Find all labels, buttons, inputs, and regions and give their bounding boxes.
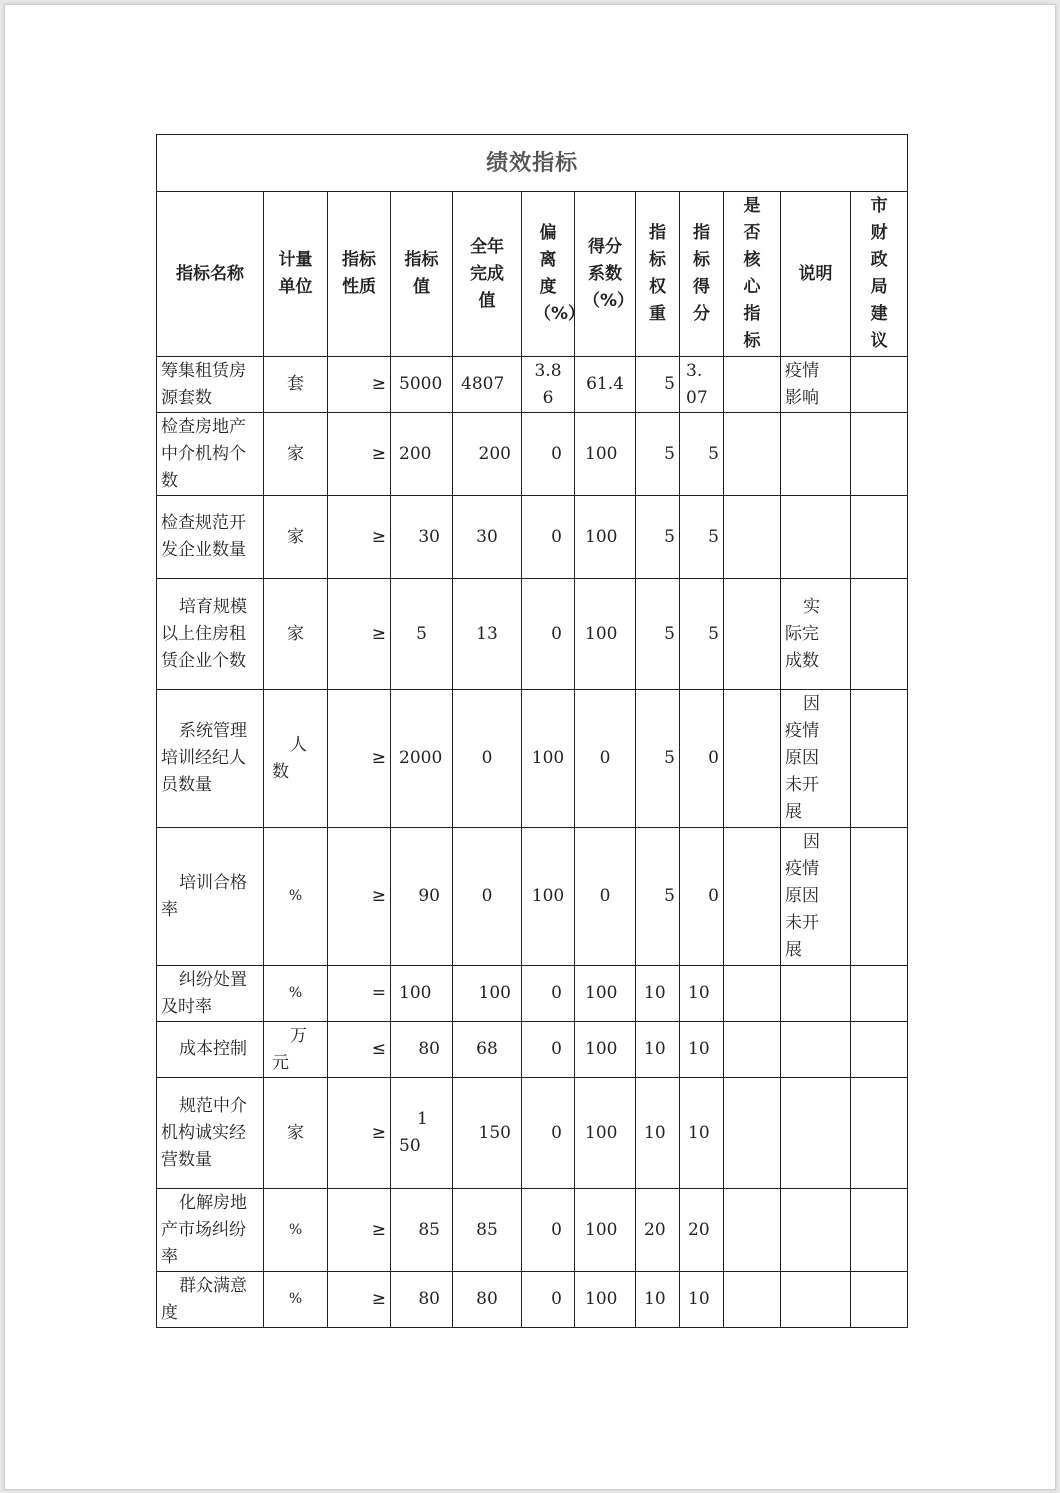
cell-desc	[781, 1022, 851, 1078]
cell-name: 化解房地产市场纠纷率	[157, 1189, 264, 1272]
cell-nature: ≥	[328, 828, 391, 966]
cell-value: 80	[391, 1022, 453, 1078]
cell-desc	[781, 413, 851, 496]
cell-name: 规范中介机构诚实经营数量	[157, 1078, 264, 1189]
header-score: 指标得分	[680, 192, 724, 357]
cell-weight: 5	[636, 357, 680, 413]
cell-weight: 10	[636, 1078, 680, 1189]
cell-core	[724, 1078, 781, 1189]
cell-value: 5	[391, 579, 453, 690]
cell-core	[724, 828, 781, 966]
header-desc: 说明	[781, 192, 851, 357]
cell-core	[724, 690, 781, 828]
cell-completed: 0	[453, 828, 522, 966]
table-row	[157, 966, 908, 1022]
cell-value: 200	[391, 413, 453, 496]
cell-score: 5	[680, 579, 724, 690]
cell-nature: ≥	[328, 413, 391, 496]
cell-coef: 61.4	[575, 357, 636, 413]
cell-value: 100	[391, 966, 453, 1022]
cell-advice	[851, 690, 908, 828]
cell-unit: %	[264, 828, 328, 966]
cell-coef: 100	[575, 1022, 636, 1078]
cell-value: 80	[391, 1272, 453, 1328]
cell-deviation: 0	[522, 1189, 575, 1272]
cell-unit: %	[264, 1272, 328, 1328]
cell-coef: 100	[575, 413, 636, 496]
cell-name: 检查规范开发企业数量	[157, 496, 264, 579]
cell-name: 筹集租赁房源套数	[157, 357, 264, 413]
header-nature: 指标性质	[328, 192, 391, 357]
cell-deviation: 0	[522, 496, 575, 579]
cell-advice	[851, 1078, 908, 1189]
cell-nature: ≥	[328, 579, 391, 690]
cell-weight: 10	[636, 1022, 680, 1078]
cell-coef: 0	[575, 828, 636, 966]
table-row	[157, 357, 908, 413]
header-row	[157, 192, 908, 357]
table-row	[157, 1078, 908, 1189]
cell-core	[724, 1189, 781, 1272]
cell-name: 系统管理培训经纪人员数量	[157, 690, 264, 828]
cell-desc	[781, 496, 851, 579]
cell-core	[724, 579, 781, 690]
table-row	[157, 690, 908, 828]
cell-name: 成本控制	[157, 1022, 264, 1078]
cell-completed: 13	[453, 579, 522, 690]
cell-nature: ≥	[328, 496, 391, 579]
cell-unit: 家	[264, 579, 328, 690]
cell-unit: 套	[264, 357, 328, 413]
cell-weight: 5	[636, 690, 680, 828]
cell-value: 150	[391, 1078, 453, 1189]
cell-nature: ≥	[328, 1078, 391, 1189]
cell-nature: ≤	[328, 1022, 391, 1078]
cell-advice	[851, 1022, 908, 1078]
table-row	[157, 1189, 908, 1272]
cell-completed: 4807	[453, 357, 522, 413]
cell-advice	[851, 966, 908, 1022]
cell-value: 5000	[391, 357, 453, 413]
cell-coef: 100	[575, 1189, 636, 1272]
cell-score: 3.07	[680, 357, 724, 413]
table-row	[157, 413, 908, 496]
table-row	[157, 496, 908, 579]
cell-completed: 85	[453, 1189, 522, 1272]
cell-score: 0	[680, 828, 724, 966]
cell-desc	[781, 1189, 851, 1272]
header-weight: 指标权重	[636, 192, 680, 357]
cell-deviation: 3.86	[522, 357, 575, 413]
cell-coef: 100	[575, 1272, 636, 1328]
cell-value: 30	[391, 496, 453, 579]
header-core: 是否核心指标	[724, 192, 781, 357]
table-row	[157, 828, 908, 966]
cell-deviation: 0	[522, 579, 575, 690]
cell-nature: ≥	[328, 357, 391, 413]
cell-score: 5	[680, 496, 724, 579]
cell-value: 90	[391, 828, 453, 966]
cell-weight: 5	[636, 828, 680, 966]
cell-score: 10	[680, 1022, 724, 1078]
table-row	[157, 579, 908, 690]
cell-name: 检查房地产中介机构个数	[157, 413, 264, 496]
cell-weight: 5	[636, 496, 680, 579]
cell-advice	[851, 828, 908, 966]
cell-weight: 5	[636, 413, 680, 496]
cell-advice	[851, 496, 908, 579]
cell-core	[724, 1022, 781, 1078]
cell-weight: 5	[636, 579, 680, 690]
cell-score: 5	[680, 413, 724, 496]
cell-advice	[851, 413, 908, 496]
cell-advice	[851, 357, 908, 413]
cell-deviation: 0	[522, 1078, 575, 1189]
cell-coef: 100	[575, 579, 636, 690]
cell-desc: 因疫情原因未开展	[781, 690, 851, 828]
cell-weight: 10	[636, 1272, 680, 1328]
cell-desc	[781, 1078, 851, 1189]
cell-unit: 家	[264, 413, 328, 496]
cell-unit: 家	[264, 496, 328, 579]
cell-deviation: 0	[522, 1272, 575, 1328]
cell-coef: 0	[575, 690, 636, 828]
table-row	[157, 1022, 908, 1078]
cell-coef: 100	[575, 1078, 636, 1189]
cell-core	[724, 496, 781, 579]
performance-indicator-table	[156, 134, 908, 1328]
cell-weight: 10	[636, 966, 680, 1022]
document-page	[4, 4, 1056, 1490]
cell-nature: ≥	[328, 1189, 391, 1272]
cell-unit: 万元	[264, 1022, 328, 1078]
cell-core	[724, 357, 781, 413]
cell-score: 20	[680, 1189, 724, 1272]
cell-unit: %	[264, 966, 328, 1022]
cell-coef: 100	[575, 496, 636, 579]
cell-deviation: 0	[522, 413, 575, 496]
header-unit: 计量单位	[264, 192, 328, 357]
cell-desc	[781, 966, 851, 1022]
cell-nature: =	[328, 966, 391, 1022]
header-value: 指标值	[391, 192, 453, 357]
header-name: 指标名称	[157, 192, 264, 357]
header-advice: 市财政局建议	[851, 192, 908, 357]
cell-name: 纠纷处置及时率	[157, 966, 264, 1022]
cell-nature: ≥	[328, 690, 391, 828]
cell-value: 85	[391, 1189, 453, 1272]
cell-score: 10	[680, 1272, 724, 1328]
cell-name: 培训合格率	[157, 828, 264, 966]
cell-score: 10	[680, 966, 724, 1022]
cell-unit: 家	[264, 1078, 328, 1189]
cell-value: 2000	[391, 690, 453, 828]
cell-core	[724, 1272, 781, 1328]
cell-deviation: 100	[522, 690, 575, 828]
cell-completed: 150	[453, 1078, 522, 1189]
cell-advice	[851, 1272, 908, 1328]
cell-coef: 100	[575, 966, 636, 1022]
header-deviation: 偏离度（%）	[522, 192, 575, 357]
cell-completed: 200	[453, 413, 522, 496]
cell-nature: ≥	[328, 1272, 391, 1328]
cell-completed: 80	[453, 1272, 522, 1328]
cell-deviation: 0	[522, 966, 575, 1022]
cell-unit: %	[264, 1189, 328, 1272]
cell-deviation: 0	[522, 1022, 575, 1078]
cell-completed: 100	[453, 966, 522, 1022]
cell-completed: 30	[453, 496, 522, 579]
header-completed: 全年完成值	[453, 192, 522, 357]
cell-weight: 20	[636, 1189, 680, 1272]
table-row	[157, 1272, 908, 1328]
cell-desc: 疫情影响	[781, 357, 851, 413]
cell-advice	[851, 579, 908, 690]
cell-desc: 因疫情原因未开展	[781, 828, 851, 966]
cell-unit: 人数	[264, 690, 328, 828]
cell-core	[724, 966, 781, 1022]
cell-name: 培育规模以上住房租赁企业个数	[157, 579, 264, 690]
cell-desc	[781, 1272, 851, 1328]
cell-desc: 实际完成数	[781, 579, 851, 690]
cell-name: 群众满意度	[157, 1272, 264, 1328]
cell-deviation: 100	[522, 828, 575, 966]
cell-advice	[851, 1189, 908, 1272]
cell-completed: 68	[453, 1022, 522, 1078]
cell-core	[724, 413, 781, 496]
cell-score: 10	[680, 1078, 724, 1189]
cell-completed: 0	[453, 690, 522, 828]
header-coef: 得分系数（%）	[575, 192, 636, 357]
table-title: 绩效指标	[157, 135, 908, 192]
cell-score: 0	[680, 690, 724, 828]
